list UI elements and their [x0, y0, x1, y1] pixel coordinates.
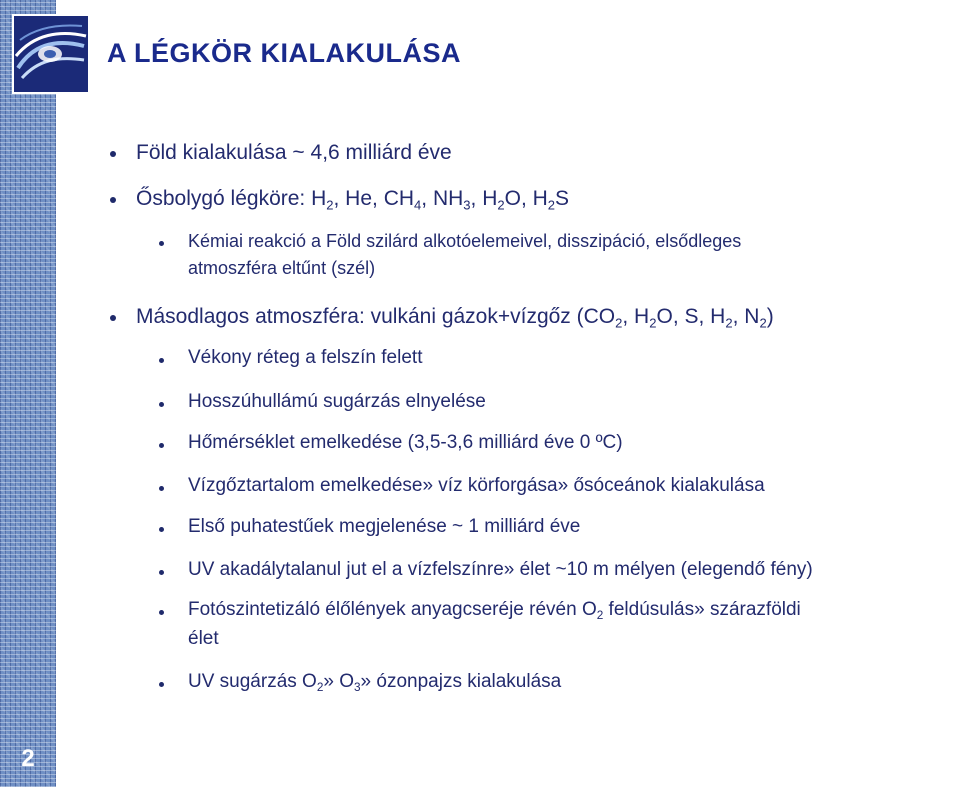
text-part: Másodlagos atmoszféra: vulkáni gázok+vízgőz (CO: [136, 305, 616, 328]
list-item: [136, 305, 774, 331]
list-item-text: Föld kialakulása ~ 4,6 milliárd éve: [136, 141, 452, 164]
text-part: , N: [732, 305, 760, 328]
bullet-dot: [159, 241, 164, 246]
text-part: , H: [622, 305, 650, 328]
subscript: 2: [615, 315, 623, 331]
text-part: , He, CH: [333, 187, 415, 210]
bullet-dot: [159, 610, 164, 615]
bullet-dot: [159, 682, 164, 687]
subscript: 3: [354, 681, 361, 695]
list-item-text: Hőmérséklet emelkedése (3,5-3,6 milliárd éve 0 ºC): [188, 432, 623, 453]
bullet-dot: [159, 527, 164, 532]
list-item-continuation: [188, 258, 375, 279]
list-item: [188, 671, 561, 694]
list-item: [188, 559, 813, 581]
slide-number: 2: [21, 745, 35, 772]
subscript: 2: [596, 609, 604, 623]
bullet-dot: [159, 443, 164, 448]
bullet-dot: [159, 486, 164, 491]
bullet-dot: [159, 570, 164, 575]
list-item-text: Első puhatestűek megjelenése ~ 1 milliárd éve: [188, 516, 581, 537]
list-item: [188, 516, 580, 538]
list-item-continuation: [188, 628, 219, 650]
list-item-text: Kémiai reakció a Föld szilárd alkotóelemeivel, disszipáció, elsődleges: [188, 231, 742, 251]
text-part: ): [766, 305, 774, 328]
text-part: feldúsulás» szárazföldi: [603, 599, 801, 620]
list-item-text: UV akadálytalanul jut el a vízfelszínre» élet ~10 m mélyen (elegendő fény): [188, 559, 813, 580]
subscript: 3: [463, 197, 471, 213]
text-part: UV sugárzás O: [188, 671, 317, 692]
list-item: [188, 231, 741, 252]
text-part: O, S, H: [656, 305, 726, 328]
list-item-text: Vékony réteg a felszín felett: [188, 347, 423, 368]
list-item: [136, 141, 452, 165]
list-item-text: atmoszféra eltűnt (szél): [188, 258, 376, 278]
page-title: A LÉGKÖR KIALAKULÁSA: [107, 38, 461, 68]
subscript: 4: [414, 197, 422, 213]
bullet-dot: [159, 358, 164, 363]
bullet-dot: [159, 402, 164, 407]
bullet-dot: [110, 151, 116, 157]
bullet-dot: [110, 197, 116, 203]
list-item: [188, 432, 623, 454]
decorative-side-strip: [0, 0, 56, 787]
list-item: [188, 599, 801, 622]
text-part: Ősbolygó légköre: H: [136, 187, 327, 210]
swirl-logo-icon: [12, 14, 90, 94]
list-item-text: Hosszúhullámú sugárzás elnyelése: [188, 391, 486, 412]
list-item: [188, 391, 486, 413]
text-part: , H: [470, 187, 498, 210]
subscript: 2: [547, 197, 556, 213]
text-part: Fotószintetizáló élőlények anyagcseréje révén O: [188, 599, 597, 620]
subscript: 2: [326, 197, 334, 213]
list-item-text: élet: [188, 628, 219, 649]
bullet-dot: [110, 315, 116, 321]
text-part: S: [555, 187, 570, 210]
text-part: , NH: [421, 187, 464, 210]
list-item: [188, 475, 765, 497]
text-part: O, H: [504, 187, 548, 210]
subscript: 2: [725, 315, 733, 331]
text-part: » ózonpajzs kialakulása: [360, 671, 562, 692]
text-part: » O: [323, 671, 354, 692]
list-item: [188, 347, 422, 369]
subscript: 2: [759, 315, 767, 331]
subscript: 2: [497, 197, 505, 213]
subscript: 2: [649, 315, 657, 331]
list-item: [136, 187, 569, 213]
list-item-text: Vízgőztartalom emelkedése» víz körforgása» ősóceánok kialakulása: [188, 475, 765, 496]
subscript: 2: [316, 681, 324, 695]
